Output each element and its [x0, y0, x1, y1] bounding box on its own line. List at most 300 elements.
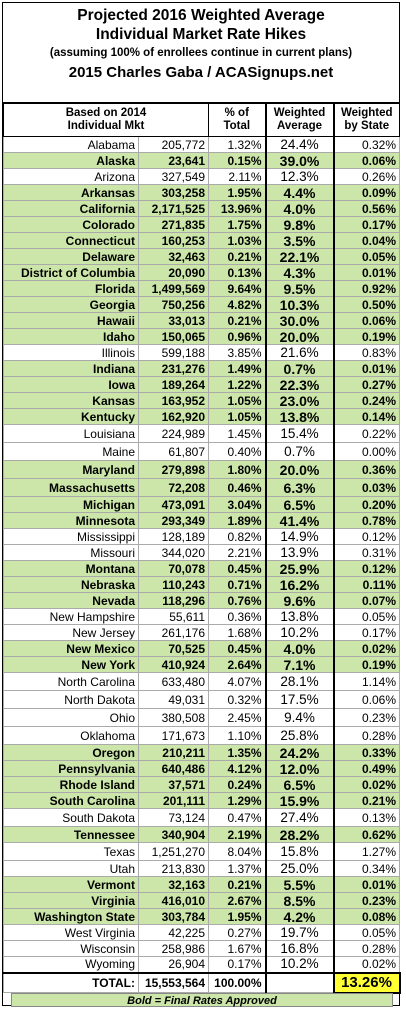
- weighted-by-state-cell: 0.26%: [334, 169, 400, 185]
- state-cell: Iowa: [4, 377, 139, 393]
- enrollment-cell: 72,208: [139, 479, 209, 497]
- weighted-average-cell: 14.9%: [266, 529, 334, 545]
- table-row: [4, 169, 400, 185]
- footer-note: Bold = Final Rates Approved: [11, 993, 393, 1007]
- enrollment-cell: 1,499,569: [139, 281, 209, 297]
- weighted-by-state-cell: 0.92%: [334, 281, 400, 297]
- enrollment-cell: 210,211: [139, 745, 209, 761]
- state-cell: Ohio: [4, 709, 139, 727]
- weighted-average-cell: 16.2%: [266, 577, 334, 593]
- table-header: [3, 3, 399, 103]
- weighted-by-state-cell: 0.02%: [334, 957, 400, 973]
- table-row: [4, 137, 400, 153]
- enrollment-cell: 110,243: [139, 577, 209, 593]
- enrollment-cell: 231,276: [139, 361, 209, 377]
- table-row: [4, 201, 400, 217]
- percent-of-total-cell: 3.04%: [209, 497, 266, 513]
- enrollment-cell: 70,525: [139, 641, 209, 657]
- percent-of-total-cell: 1.35%: [209, 745, 266, 761]
- table-row: [4, 329, 400, 345]
- total-blank-cell: [266, 973, 334, 993]
- state-cell: Wyoming: [4, 957, 139, 973]
- percent-of-total-cell: 0.27%: [209, 925, 266, 941]
- table-row: [4, 827, 400, 843]
- percent-of-total-cell: 0.13%: [209, 265, 266, 281]
- enrollment-cell: 118,296: [139, 593, 209, 609]
- total-row: [4, 973, 400, 993]
- enrollment-cell: 633,480: [139, 673, 209, 691]
- weighted-by-state-cell: 0.49%: [334, 761, 400, 777]
- percent-of-total-cell: 1.22%: [209, 377, 266, 393]
- state-cell: New Hampshire: [4, 609, 139, 625]
- table-row: [4, 297, 400, 313]
- state-cell: Alaska: [4, 153, 139, 169]
- weighted-average-cell: 39.0%: [266, 153, 334, 169]
- percent-of-total-cell: 0.21%: [209, 313, 266, 329]
- enrollment-cell: 128,189: [139, 529, 209, 545]
- state-cell: South Dakota: [4, 809, 139, 827]
- enrollment-cell: 37,571: [139, 777, 209, 793]
- weighted-average-cell: 4.0%: [266, 641, 334, 657]
- state-cell: Nevada: [4, 593, 139, 609]
- weighted-by-state-cell: 0.32%: [334, 137, 400, 153]
- table-row: [4, 793, 400, 809]
- weighted-average-cell: 4.0%: [266, 201, 334, 217]
- table-row: [4, 843, 400, 861]
- col-header-wa-line2: Average: [277, 120, 322, 132]
- weighted-average-cell: 3.5%: [266, 233, 334, 249]
- table-row: [4, 691, 400, 709]
- table-row: [4, 745, 400, 761]
- weighted-by-state-cell: 0.01%: [334, 877, 400, 893]
- weighted-by-state-cell: 0.02%: [334, 641, 400, 657]
- total-label: TOTAL:: [4, 973, 139, 993]
- table-row: [4, 393, 400, 409]
- table-row: [4, 513, 400, 529]
- enrollment-cell: 271,835: [139, 217, 209, 233]
- percent-of-total-cell: 0.45%: [209, 641, 266, 657]
- enrollment-cell: 340,904: [139, 827, 209, 843]
- weighted-by-state-cell: 0.09%: [334, 185, 400, 201]
- state-cell: District of Columbia: [4, 265, 139, 281]
- enrollment-cell: 410,924: [139, 657, 209, 673]
- weighted-by-state-cell: 0.33%: [334, 745, 400, 761]
- state-cell: Virginia: [4, 893, 139, 909]
- weighted-by-state-cell: 0.19%: [334, 329, 400, 345]
- state-cell: New York: [4, 657, 139, 673]
- state-cell: Montana: [4, 561, 139, 577]
- weighted-by-state-cell: 0.02%: [334, 777, 400, 793]
- percent-of-total-cell: 1.95%: [209, 909, 266, 925]
- state-cell: Rhode Island: [4, 777, 139, 793]
- col-header-ws-line1: Weighted: [340, 106, 393, 119]
- rates-table: [3, 103, 401, 994]
- rate-hike-table-document: [2, 2, 400, 1006]
- percent-of-total-cell: 0.46%: [209, 479, 266, 497]
- percent-of-total-cell: 4.82%: [209, 297, 266, 313]
- weighted-by-state-cell: 0.23%: [334, 893, 400, 909]
- state-cell: Washington State: [4, 909, 139, 925]
- state-cell: Indiana: [4, 361, 139, 377]
- table-row: [4, 425, 400, 443]
- percent-of-total-cell: 0.15%: [209, 153, 266, 169]
- percent-of-total-cell: 0.76%: [209, 593, 266, 609]
- weighted-by-state-cell: 0.50%: [334, 297, 400, 313]
- state-cell: Mississippi: [4, 529, 139, 545]
- state-cell: Colorado: [4, 217, 139, 233]
- state-cell: Illinois: [4, 345, 139, 361]
- state-cell: Delaware: [4, 249, 139, 265]
- weighted-average-cell: 25.9%: [266, 561, 334, 577]
- percent-of-total-cell: 0.32%: [209, 691, 266, 709]
- percent-of-total-cell: 0.82%: [209, 529, 266, 545]
- total-weighted-average-highlight: 13.26%: [334, 973, 400, 993]
- state-cell: Kentucky: [4, 409, 139, 425]
- weighted-average-cell: 4.2%: [266, 909, 334, 925]
- state-cell: Oklahoma: [4, 727, 139, 745]
- state-cell: Tennessee: [4, 827, 139, 843]
- enrollment-cell: 55,611: [139, 609, 209, 625]
- weighted-by-state-cell: 0.03%: [334, 479, 400, 497]
- weighted-average-cell: 13.8%: [266, 409, 334, 425]
- percent-of-total-cell: 0.21%: [209, 877, 266, 893]
- weighted-by-state-cell: 0.05%: [334, 249, 400, 265]
- table-row: [4, 529, 400, 545]
- weighted-average-cell: 6.5%: [266, 497, 334, 513]
- weighted-by-state-cell: 1.14%: [334, 673, 400, 691]
- weighted-average-cell: 21.6%: [266, 345, 334, 361]
- percent-of-total-cell: 1.89%: [209, 513, 266, 529]
- percent-of-total-cell: 1.37%: [209, 861, 266, 877]
- percent-of-total-cell: 2.21%: [209, 545, 266, 561]
- enrollment-cell: 303,258: [139, 185, 209, 201]
- percent-of-total-cell: 0.17%: [209, 957, 266, 973]
- col-header-based-line1: Based on 2014: [65, 106, 147, 119]
- weighted-average-cell: 0.7%: [266, 443, 334, 461]
- enrollment-cell: 150,065: [139, 329, 209, 345]
- enrollment-cell: 224,989: [139, 425, 209, 443]
- table-row: [4, 777, 400, 793]
- weighted-average-cell: 17.5%: [266, 691, 334, 709]
- weighted-average-cell: 15.4%: [266, 425, 334, 443]
- table-row: [4, 577, 400, 593]
- table-row: [4, 641, 400, 657]
- weighted-average-cell: 25.0%: [266, 861, 334, 877]
- weighted-by-state-cell: 0.08%: [334, 909, 400, 925]
- percent-of-total-cell: 4.12%: [209, 761, 266, 777]
- enrollment-cell: 20,090: [139, 265, 209, 281]
- percent-of-total-cell: 9.64%: [209, 281, 266, 297]
- enrollment-cell: 49,031: [139, 691, 209, 709]
- table-row: [4, 709, 400, 727]
- weighted-average-cell: 6.5%: [266, 777, 334, 793]
- table-row: [4, 809, 400, 827]
- percent-of-total-cell: 2.19%: [209, 827, 266, 843]
- weighted-by-state-cell: 0.05%: [334, 925, 400, 941]
- enrollment-cell: 189,264: [139, 377, 209, 393]
- table-row: [4, 233, 400, 249]
- state-cell: Utah: [4, 861, 139, 877]
- col-header-pct-line2: Total: [223, 120, 251, 132]
- enrollment-cell: 26,904: [139, 957, 209, 973]
- col-header-wa-line1: Weighted: [273, 106, 326, 119]
- weighted-by-state-cell: 0.07%: [334, 593, 400, 609]
- state-cell: Maryland: [4, 461, 139, 479]
- weighted-by-state-cell: 1.27%: [334, 843, 400, 861]
- enrollment-cell: 258,986: [139, 941, 209, 957]
- enrollment-cell: 205,772: [139, 137, 209, 153]
- state-cell: California: [4, 201, 139, 217]
- enrollment-cell: 32,463: [139, 249, 209, 265]
- percent-of-total-cell: 0.36%: [209, 609, 266, 625]
- table-row: [4, 761, 400, 777]
- enrollment-cell: 416,010: [139, 893, 209, 909]
- enrollment-cell: 473,091: [139, 497, 209, 513]
- state-cell: Hawaii: [4, 313, 139, 329]
- enrollment-cell: 344,020: [139, 545, 209, 561]
- table-row: [4, 925, 400, 941]
- state-cell: Arizona: [4, 169, 139, 185]
- weighted-by-state-cell: 0.31%: [334, 545, 400, 561]
- weighted-average-cell: 4.3%: [266, 265, 334, 281]
- weighted-by-state-cell: 0.04%: [334, 233, 400, 249]
- state-cell: Missouri: [4, 545, 139, 561]
- title-line-2: Individual Market Rate Hikes: [95, 26, 307, 43]
- enrollment-cell: 171,673: [139, 727, 209, 745]
- col-header-ws-line2: by State: [344, 120, 390, 132]
- weighted-average-cell: 9.4%: [266, 709, 334, 727]
- enrollment-cell: 1,251,270: [139, 843, 209, 861]
- weighted-average-cell: 0.7%: [266, 361, 334, 377]
- weighted-average-cell: 5.5%: [266, 877, 334, 893]
- credit-line: 2015 Charles Gaba / ACASignups.net: [68, 64, 334, 81]
- weighted-average-cell: 9.5%: [266, 281, 334, 297]
- table-row: [4, 909, 400, 925]
- enrollment-cell: 70,078: [139, 561, 209, 577]
- weighted-by-state-cell: 0.83%: [334, 345, 400, 361]
- enrollment-cell: 380,508: [139, 709, 209, 727]
- percent-of-total-cell: 1.67%: [209, 941, 266, 957]
- weighted-by-state-cell: 0.34%: [334, 861, 400, 877]
- weighted-by-state-cell: 0.19%: [334, 657, 400, 673]
- weighted-by-state-cell: 0.06%: [334, 313, 400, 329]
- weighted-by-state-cell: 0.01%: [334, 265, 400, 281]
- percent-of-total-cell: 1.80%: [209, 461, 266, 479]
- weighted-average-cell: 24.2%: [266, 745, 334, 761]
- percent-of-total-cell: 1.05%: [209, 393, 266, 409]
- weighted-by-state-cell: 0.23%: [334, 709, 400, 727]
- table-row: [4, 153, 400, 169]
- weighted-by-state-cell: 0.13%: [334, 809, 400, 827]
- weighted-by-state-cell: 0.05%: [334, 609, 400, 625]
- subtitle-assumption: (assuming 100% of enrollees continue in current plans): [49, 47, 353, 59]
- weighted-average-cell: 28.1%: [266, 673, 334, 691]
- percent-of-total-cell: 0.24%: [209, 777, 266, 793]
- percent-of-total-cell: 8.04%: [209, 843, 266, 861]
- table-row: [4, 265, 400, 281]
- percent-of-total-cell: 0.96%: [209, 329, 266, 345]
- weighted-average-cell: 12.0%: [266, 761, 334, 777]
- weighted-average-cell: 10.2%: [266, 625, 334, 641]
- percent-of-total-cell: 1.49%: [209, 361, 266, 377]
- enrollment-cell: 61,807: [139, 443, 209, 461]
- table-row: [4, 673, 400, 691]
- state-cell: Arkansas: [4, 185, 139, 201]
- column-header-row: [4, 104, 400, 137]
- weighted-by-state-cell: 0.01%: [334, 361, 400, 377]
- percent-of-total-cell: 1.03%: [209, 233, 266, 249]
- enrollment-cell: 201,111: [139, 793, 209, 809]
- percent-of-total-cell: 1.29%: [209, 793, 266, 809]
- state-cell: Minnesota: [4, 513, 139, 529]
- percent-of-total-cell: 0.71%: [209, 577, 266, 593]
- col-header-pct-line1: % of: [224, 106, 249, 119]
- state-cell: West Virginia: [4, 925, 139, 941]
- weighted-by-state-cell: 0.17%: [334, 217, 400, 233]
- state-cell: South Carolina: [4, 793, 139, 809]
- table-row: [4, 561, 400, 577]
- enrollment-cell: 163,952: [139, 393, 209, 409]
- col-header-pct: [209, 104, 266, 137]
- enrollment-cell: 32,163: [139, 877, 209, 893]
- col-header-weighted-average: [266, 104, 334, 137]
- enrollment-cell: 213,830: [139, 861, 209, 877]
- table-row: [4, 281, 400, 297]
- table-row: [4, 861, 400, 877]
- weighted-by-state-cell: 0.62%: [334, 827, 400, 843]
- enrollment-cell: 750,256: [139, 297, 209, 313]
- state-cell: Oregon: [4, 745, 139, 761]
- enrollment-cell: 640,486: [139, 761, 209, 777]
- weighted-average-cell: 6.3%: [266, 479, 334, 497]
- weighted-average-cell: 8.5%: [266, 893, 334, 909]
- table-row: [4, 727, 400, 745]
- table-row: [4, 345, 400, 361]
- percent-of-total-cell: 4.07%: [209, 673, 266, 691]
- table-row: [4, 249, 400, 265]
- percent-of-total-cell: 0.21%: [209, 249, 266, 265]
- weighted-by-state-cell: 0.06%: [334, 691, 400, 709]
- weighted-by-state-cell: 0.27%: [334, 377, 400, 393]
- percent-of-total-cell: 2.67%: [209, 893, 266, 909]
- weighted-by-state-cell: 0.36%: [334, 461, 400, 479]
- enrollment-cell: 160,253: [139, 233, 209, 249]
- table-row: [4, 313, 400, 329]
- percent-of-total-cell: 1.10%: [209, 727, 266, 745]
- table-row: [4, 377, 400, 393]
- state-cell: Pennsylvania: [4, 761, 139, 777]
- table-row: [4, 217, 400, 233]
- percent-of-total-cell: 2.45%: [209, 709, 266, 727]
- weighted-by-state-cell: 0.14%: [334, 409, 400, 425]
- weighted-average-cell: 13.9%: [266, 545, 334, 561]
- state-cell: Nebraska: [4, 577, 139, 593]
- table-row: [4, 443, 400, 461]
- table-row: [4, 957, 400, 973]
- table-row: [4, 497, 400, 513]
- weighted-by-state-cell: 0.12%: [334, 561, 400, 577]
- percent-of-total-cell: 1.95%: [209, 185, 266, 201]
- enrollment-cell: 23,641: [139, 153, 209, 169]
- table-row: [4, 657, 400, 673]
- table-body: [4, 137, 400, 993]
- weighted-by-state-cell: 0.56%: [334, 201, 400, 217]
- table-row: [4, 461, 400, 479]
- percent-of-total-cell: 3.85%: [209, 345, 266, 361]
- state-cell: North Dakota: [4, 691, 139, 709]
- state-cell: Kansas: [4, 393, 139, 409]
- table-row: [4, 593, 400, 609]
- weighted-average-cell: 16.8%: [266, 941, 334, 957]
- weighted-average-cell: 23.0%: [266, 393, 334, 409]
- table-row: [4, 609, 400, 625]
- weighted-by-state-cell: 0.17%: [334, 625, 400, 641]
- col-header-weighted-by-state: [334, 104, 400, 137]
- weighted-by-state-cell: 0.24%: [334, 393, 400, 409]
- state-cell: Wisconsin: [4, 941, 139, 957]
- state-cell: Idaho: [4, 329, 139, 345]
- total-percent: 100.00%: [209, 973, 266, 993]
- percent-of-total-cell: 1.32%: [209, 137, 266, 153]
- enrollment-cell: 73,124: [139, 809, 209, 827]
- state-cell: Michigan: [4, 497, 139, 513]
- table-row: [4, 877, 400, 893]
- weighted-by-state-cell: 0.11%: [334, 577, 400, 593]
- col-header-based: [4, 104, 209, 137]
- weighted-average-cell: 24.4%: [266, 137, 334, 153]
- state-cell: North Carolina: [4, 673, 139, 691]
- percent-of-total-cell: 13.96%: [209, 201, 266, 217]
- weighted-average-cell: 15.9%: [266, 793, 334, 809]
- weighted-average-cell: 30.0%: [266, 313, 334, 329]
- enrollment-cell: 327,549: [139, 169, 209, 185]
- weighted-by-state-cell: 0.20%: [334, 497, 400, 513]
- weighted-average-cell: 20.0%: [266, 329, 334, 345]
- percent-of-total-cell: 2.64%: [209, 657, 266, 673]
- state-cell: Vermont: [4, 877, 139, 893]
- weighted-by-state-cell: 0.28%: [334, 941, 400, 957]
- percent-of-total-cell: 1.68%: [209, 625, 266, 641]
- enrollment-cell: 42,225: [139, 925, 209, 941]
- state-cell: Louisiana: [4, 425, 139, 443]
- weighted-average-cell: 27.4%: [266, 809, 334, 827]
- table-row: [4, 409, 400, 425]
- weighted-average-cell: 22.1%: [266, 249, 334, 265]
- percent-of-total-cell: 0.45%: [209, 561, 266, 577]
- percent-of-total-cell: 0.47%: [209, 809, 266, 827]
- weighted-average-cell: 4.4%: [266, 185, 334, 201]
- state-cell: Georgia: [4, 297, 139, 313]
- weighted-by-state-cell: 0.21%: [334, 793, 400, 809]
- weighted-average-cell: 20.0%: [266, 461, 334, 479]
- state-cell: New Jersey: [4, 625, 139, 641]
- state-cell: Connecticut: [4, 233, 139, 249]
- total-enrollment: 15,553,564: [139, 973, 209, 993]
- enrollment-cell: 2,171,525: [139, 201, 209, 217]
- enrollment-cell: 303,784: [139, 909, 209, 925]
- table-row: [4, 361, 400, 377]
- percent-of-total-cell: 1.75%: [209, 217, 266, 233]
- enrollment-cell: 33,013: [139, 313, 209, 329]
- weighted-average-cell: 9.6%: [266, 593, 334, 609]
- weighted-by-state-cell: 0.78%: [334, 513, 400, 529]
- state-cell: Massachusetts: [4, 479, 139, 497]
- weighted-by-state-cell: 0.06%: [334, 153, 400, 169]
- enrollment-cell: 162,920: [139, 409, 209, 425]
- col-header-based-line2: Individual Mkt: [67, 120, 145, 132]
- enrollment-cell: 599,188: [139, 345, 209, 361]
- state-cell: Texas: [4, 843, 139, 861]
